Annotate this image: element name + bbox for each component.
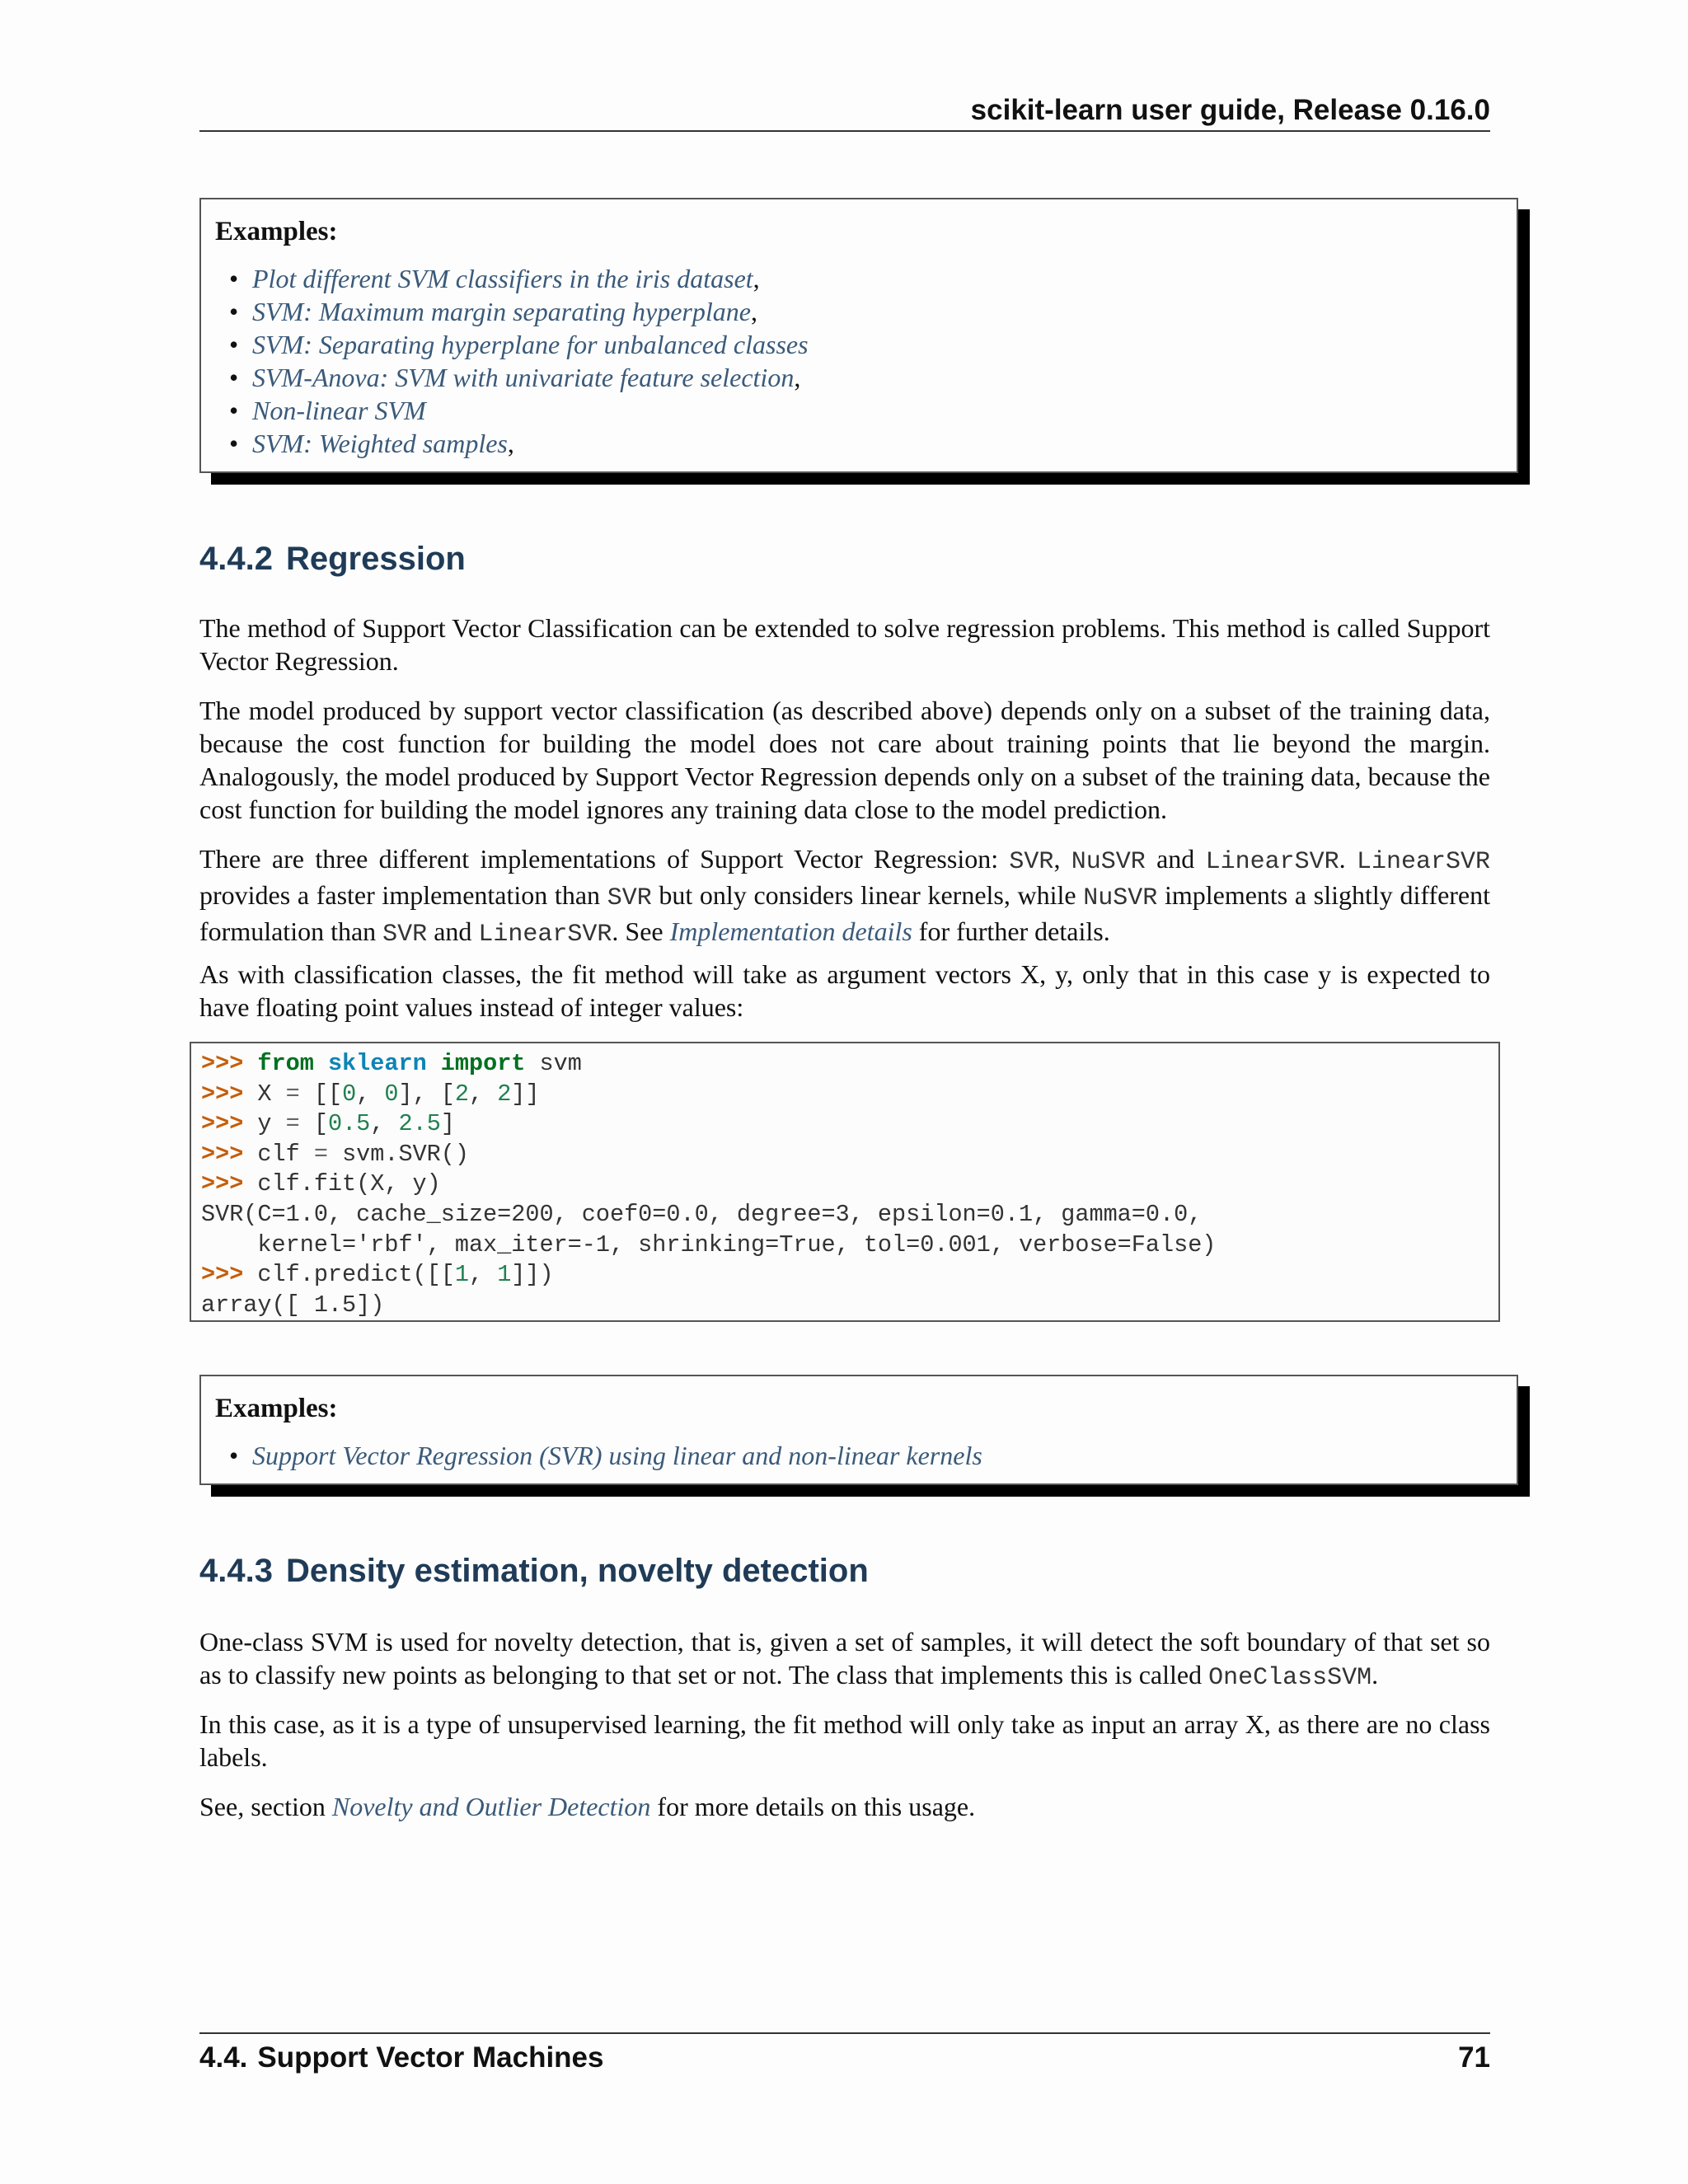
header-rule <box>199 130 1490 132</box>
paragraph: As with classification classes, the fit method will take as argument vectors X, y, only that in this case y is expected to have floating point values instead of integer values: <box>199 959 1490 1022</box>
paragraph: One-class SVM is used for novelty detection, that is, given a set of samples, it will detect the soft boundary of that set so as to classify new points as belonging to that set or not. The class that implements this is called OneClassSVM. <box>199 1627 1490 1692</box>
example-link[interactable]: SVM: Weighted samples <box>252 429 508 458</box>
list-item: • SVM: Maximum margin separating hyperplane, <box>252 295 1503 328</box>
code-listing: >>> from sklearn import svm >>> X = [[0, 0], [2, 2]] >>> y = [0.5, 2.5] >>> clf = svm.SVR() >>> clf.fit(X, y) SVR(C=1.0, cache_size=200, coef0=0.0, degree=3, epsilon=0.1, gamma=0.0, kernel='rbf', max_iter=-1, shrinking=True, tol=0.001, verbose=False) >>> clf.predict([[1, 1]]) array([ 1.5]) <box>201 1050 1217 1319</box>
footer-rule <box>199 2032 1490 2034</box>
example-link[interactable]: Plot different SVM classifiers in the iris dataset <box>252 264 753 293</box>
page-number: 71 <box>1458 2041 1490 2074</box>
example-link[interactable]: Support Vector Regression (SVR) using linear and non-linear kernels <box>252 1441 982 1470</box>
list-item: • SVM: Weighted samples, <box>252 427 1503 460</box>
novelty-outlier-link[interactable]: Novelty and Outlier Detection <box>331 1792 651 1821</box>
example-link[interactable]: Non-linear SVM <box>252 396 426 425</box>
examples-title: Examples: <box>215 217 338 246</box>
section-heading-density: 4.4.3 Density estimation, novelty detection <box>199 1553 869 1589</box>
examples-title: Examples: <box>215 1394 338 1423</box>
code-block <box>190 1042 1500 1322</box>
list-item <box>252 1439 1503 1472</box>
examples-box-2 <box>199 1375 1518 1485</box>
footer-section: 4.4. Support Vector Machines <box>199 2041 604 2074</box>
paragraph: In this case, as it is a type of unsupervised learning, the fit method will only take as input an array X, as there are no class labels. <box>199 1709 1490 1772</box>
example-link[interactable]: SVM: Separating hyperplane for unbalanced classes <box>252 330 809 359</box>
paragraph: The model produced by support vector classification (as described above) depends only on a subset of the training data, because the cost function for building the model does not care about training points that lie beyond the margin. Analogously, the model produced by Support Vector Regression depends only on a subset of the training data, because the cost function for building the model ignores any training data close to the model prediction. <box>199 696 1490 824</box>
list-item <box>252 328 1503 361</box>
paragraph: There are three different implementations of Support Vector Regression: SVR, NuSVR and LinearSVR. LinearSVR provides a faster implementation than SVR but only considers linear kernels, while NuSVR implements a slightly different formulation than SVR and LinearSVR. See Implementation details for further details. <box>199 844 1491 949</box>
section-heading-regression: 4.4.2 Regression <box>199 541 466 577</box>
running-header: scikit-learn user guide, Release 0.16.0 <box>970 94 1490 126</box>
examples-box-1 <box>199 198 1518 473</box>
running-footer <box>199 2039 1490 2077</box>
paragraph: The method of Support Vector Classification can be extended to solve regression problems. This method is called Support Vector Regression. <box>199 613 1490 676</box>
examples-list <box>215 262 1503 460</box>
example-link[interactable]: SVM: Maximum margin separating hyperplane <box>252 297 751 326</box>
paragraph: See, section Novelty and Outlier Detection for more details on this usage. <box>199 1792 976 1821</box>
list-item: • SVM-Anova: SVM with univariate feature selection, <box>252 361 1503 394</box>
implementation-details-link[interactable]: Implementation details <box>669 916 912 946</box>
examples-list <box>215 1439 1503 1472</box>
list-item <box>252 394 1503 427</box>
list-item: • Plot different SVM classifiers in the iris dataset, <box>252 262 1503 295</box>
example-link[interactable]: SVM-Anova: SVM with univariate feature selection <box>252 363 795 392</box>
